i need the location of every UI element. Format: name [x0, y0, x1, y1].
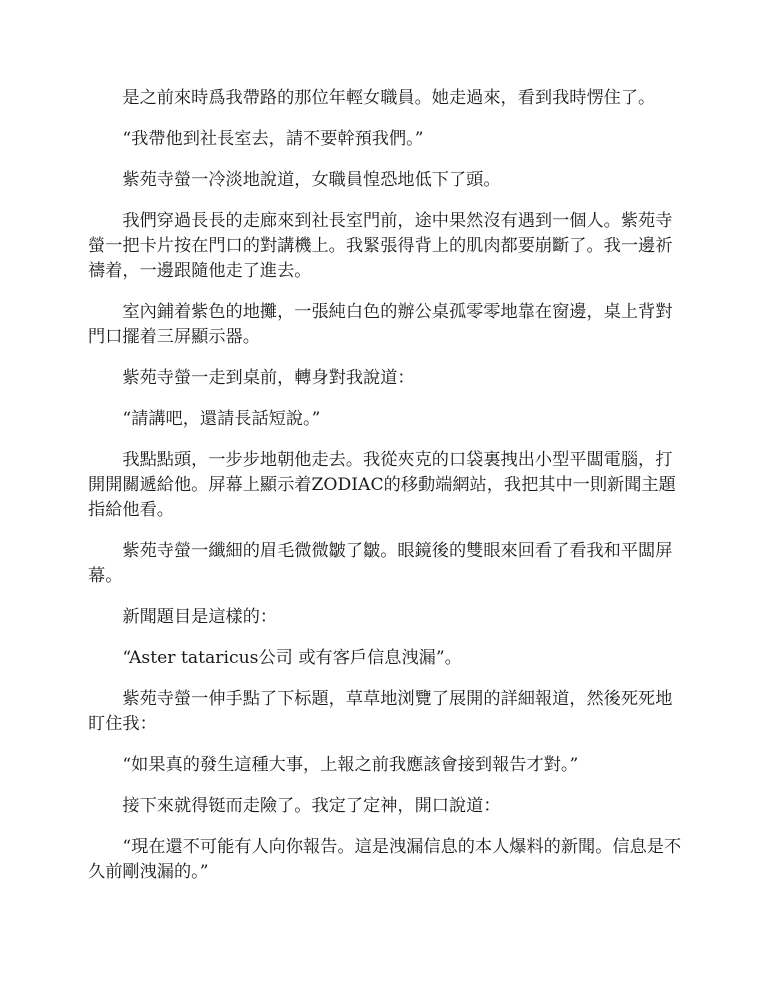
paragraph: 室內鋪着紫色的地攤，一張純白色的辦公桌孤零零地靠在窗邊，桌上背對門口擺着三屏顯示器。 — [88, 302, 673, 347]
paragraph: “現在還不可能有人向你報告。這是洩漏信息的本人爆料的新聞。信息是不久前剛洩漏的。” — [88, 837, 682, 882]
paragraph: 接下來就得铤而走險了。我定了定神，開口說道： — [122, 796, 501, 816]
document-page — [88, 86, 688, 901]
paragraph: 紫苑寺螢一伸手點了下标題，草草地浏覽了展開的詳細報道，然後死死地盯住我： — [88, 689, 673, 734]
paragraph: 紫苑寺螢一纖細的眉毛微微皺了皺。眼鏡後的雙眼來回看了看我和平闆屏幕。 — [88, 541, 673, 586]
paragraph: 新聞題目是這樣的： — [122, 607, 278, 627]
paragraph: 我們穿過長長的走廊來到社長室門前，途中果然沒有遇到一個人。紫苑寺螢一把卡片按在門口的對講機上。我緊張得背上的肌肉都要崩斷了。我一邊祈禱着，一邊跟隨他走了進去。 — [88, 211, 673, 281]
paragraph: “Aster tataricus公司 或有客戶信息洩漏”。 — [122, 648, 462, 668]
paragraph: “我帶他到社長室去，請不要幹預我們。” — [122, 129, 424, 149]
paragraph: 是之前來時爲我帶路的那位年輕女職員。她走過來，看到我時愣住了。 — [122, 88, 656, 108]
paragraph: 紫苑寺螢一冷淡地說道，女職員惶恐地低下了頭。 — [122, 170, 501, 190]
paragraph: “如果真的發生這種大事，上報之前我應該會接到報告才對。” — [122, 755, 579, 775]
paragraph: 我點點頭，一步步地朝他走去。我從夾克的口袋裏拽出小型平闆電腦，打開開關遞給他。屏幕上顯示着ZODIAC的移動端網站，我把其中一則新聞主題指給他看。 — [88, 450, 676, 520]
paragraph: 紫苑寺螢一走到桌前，轉身對我說道： — [122, 368, 415, 388]
paragraph: “請講吧，還請長話短說。” — [122, 409, 321, 429]
